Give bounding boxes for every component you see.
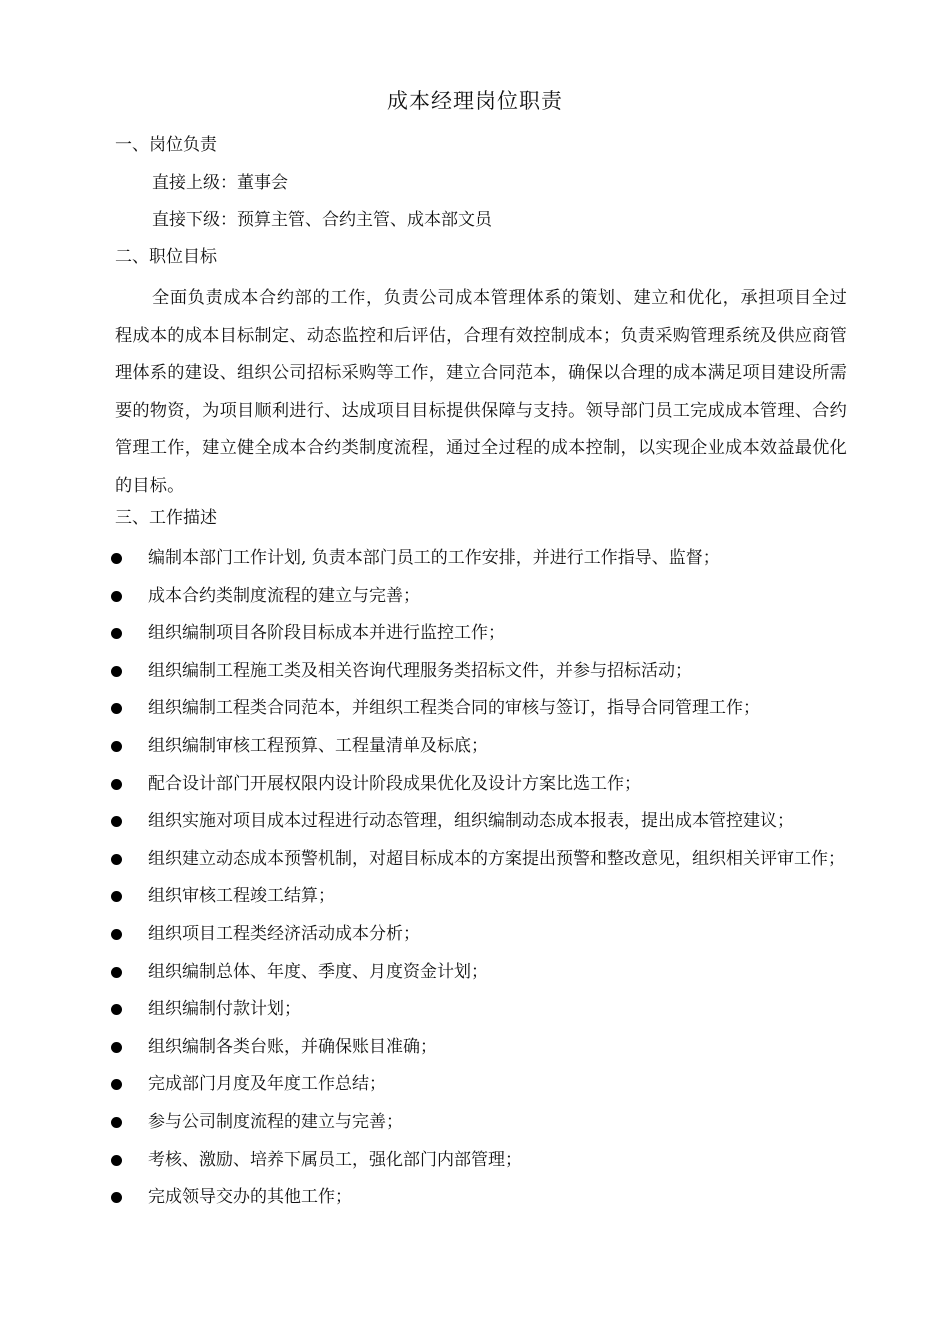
list-item-text: 组织编制总体、年度、季度、月度资金计划； (148, 961, 488, 982)
list-item-text: 组织编制工程施工类及相关咨询代理服务类招标文件，并参与招标活动； (148, 660, 692, 681)
list-item (110, 615, 873, 653)
list-item (110, 690, 873, 728)
direct-subordinate-line: 直接下级：预算主管、合约主管、成本部文员 (152, 210, 492, 230)
list-item (110, 1104, 873, 1142)
section-heading-responsibility: 一、岗位负责 (115, 135, 217, 155)
bullet-icon (111, 967, 122, 978)
list-item-text: 组织实施对项目成本过程进行动态管理，组织编制动态成本报表，提出成本管控建议； (148, 811, 794, 832)
bullet-icon (111, 891, 122, 902)
bullet-icon (111, 1004, 122, 1015)
bullet-icon (111, 666, 122, 677)
list-item (110, 916, 873, 954)
list-item (110, 954, 873, 992)
bullet-icon (111, 1079, 122, 1090)
list-item-text: 组织编制审核工程预算、工程量清单及标底； (148, 735, 488, 756)
bullet-icon (111, 816, 122, 827)
bullet-icon (111, 1042, 122, 1053)
list-item-text: 完成部门月度及年度工作总结； (148, 1074, 386, 1095)
section-heading-objective: 二、职位目标 (115, 247, 217, 267)
list-item-text: 完成领导交办的其他工作； (148, 1187, 352, 1208)
list-item (110, 578, 873, 616)
bullet-icon (111, 553, 122, 564)
list-item (110, 766, 873, 804)
list-item (110, 991, 873, 1029)
list-item (110, 1179, 873, 1217)
bullet-icon (111, 929, 122, 940)
bullet-icon (111, 854, 122, 865)
list-item-text: 组织编制各类台账，并确保账目准确； (148, 1036, 437, 1057)
bullet-icon (111, 779, 122, 790)
list-item (110, 841, 873, 879)
list-item (110, 803, 873, 841)
list-item-text: 组织建立动态成本预警机制，对超目标成本的方案提出预警和整改意见，组织相关评审工作； (148, 848, 845, 869)
list-item-text: 组织编制工程类合同范本，并组织工程类合同的审核与签订，指导合同管理工作； (148, 698, 760, 719)
job-description-list (110, 540, 890, 1217)
list-item-text: 配合设计部门开展权限内设计阶段成果优化及设计方案比选工作； (148, 773, 641, 794)
bullet-icon (111, 628, 122, 639)
bullet-icon (111, 703, 122, 714)
list-item-text: 成本合约类制度流程的建立与完善； (148, 585, 420, 606)
document-title: 成本经理岗位职责 (387, 89, 563, 113)
list-item-text: 组织审核工程竣工结算； (148, 886, 335, 907)
list-item-text: 组织编制项目各阶段目标成本并进行监控工作； (148, 623, 505, 644)
objective-paragraph: 全面负责成本合约部的工作，负责公司成本管理体系的策划、建立和优化，承担项目全过程成本的成本目标制定、动态监控和后评估，合理有效控制成本；负责采购管理系统及供应商管理体系的建设、组织公司招标采购等工作，建立合同范本，确保以合理的成本满足项目建设所需要的物资，为项目顺利进行、达成项目目标提供保障与支持。领导部门员工完成成本管理、合约管理工作，建立健全成本合约类制度流程，通过全过程的成本控制，以实现企业成本效益最优化的目标。 (115, 288, 847, 496)
list-item-text: 组织项目工程类经济活动成本分析； (148, 923, 420, 944)
list-item-text: 组织编制付款计划； (148, 999, 301, 1020)
list-item (110, 1029, 873, 1067)
bullet-icon (111, 1117, 122, 1128)
list-item (110, 1066, 873, 1104)
bullet-icon (111, 1192, 122, 1203)
bullet-icon (111, 591, 122, 602)
section-heading-job-description: 三、工作描述 (115, 508, 217, 528)
bullet-icon (111, 1155, 122, 1166)
list-item-text: 编制本部门工作计划, 负责本部门员工的工作安排，并进行工作指导、监督； (148, 548, 720, 568)
bullet-icon (111, 741, 122, 752)
list-item (110, 878, 873, 916)
list-item (110, 540, 873, 578)
direct-superior-line: 直接上级：董事会 (152, 173, 288, 193)
list-item-text: 参与公司制度流程的建立与完善； (148, 1111, 403, 1132)
list-item (110, 653, 873, 691)
list-item-text: 考核、激励、培养下属员工，强化部门内部管理； (148, 1149, 522, 1170)
list-item (110, 1142, 873, 1180)
list-item (110, 728, 873, 766)
